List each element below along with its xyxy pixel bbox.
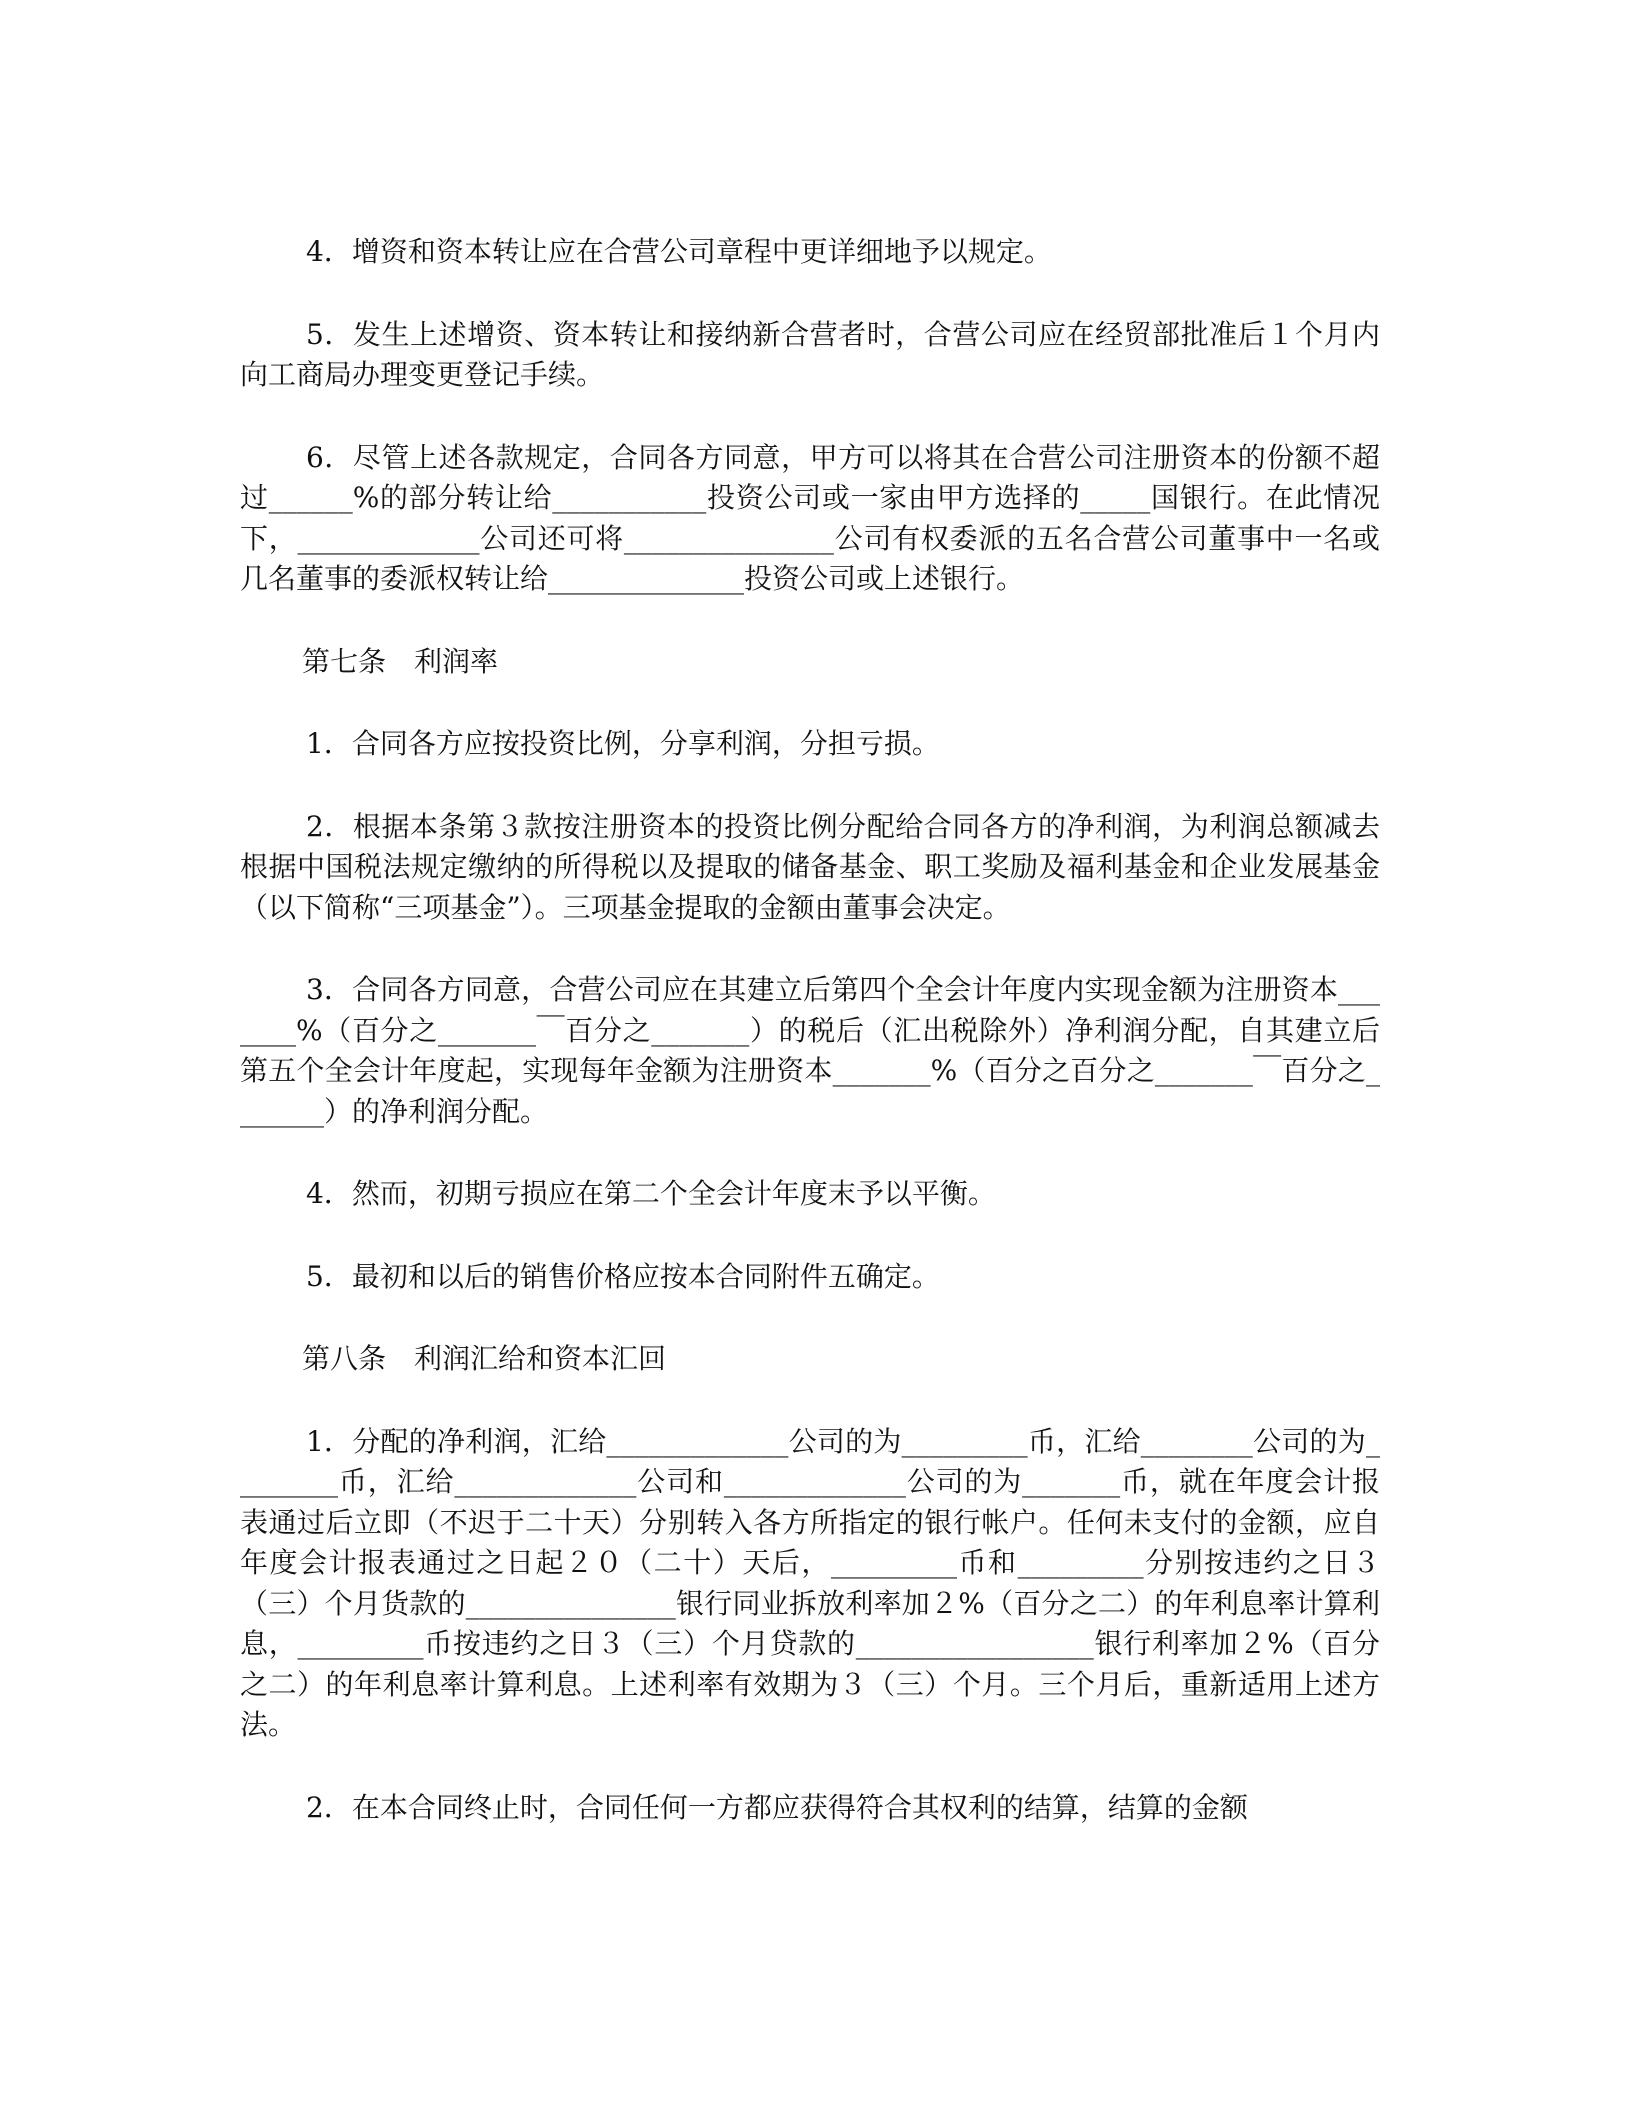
article-7-heading: 第七条 利润率 — [302, 644, 499, 678]
document-page — [240, 232, 1380, 1870]
clause-6-item-4: 4．增资和资本转让应在合营公司章程中更详细地予以规定。 — [306, 235, 1052, 268]
article-8-heading: 第八条 利润汇给和资本汇回 — [302, 1342, 667, 1375]
article-7-item-4: 4．然而，初期亏损应在第二个全会计年度末予以平衡。 — [306, 1177, 996, 1210]
article-7-item-3: 3．合同各方同意，合营公司应在其建立后第四个全会计年度内实现金额为注册资本_______%（百分之_______￣百分之_______）的税后（汇出税除外）净利润分配，自其建立后第五个全会计年度起，实现每年金额为注册资本_______%（百分之百分之_______￣百分之_______）的净利润分配。 — [240, 973, 1380, 1128]
clause-6-item-6: 6．尽管上述各款规定，合同各方同意，甲方可以将其在合营公司注册资本的份额不超过______%的部分转让给___________投资公司或一家由甲方选择的_____国银行。在此情况下，_____________公司还可将_______________公司有权委派的五名合营公司董事中一名或几名董事的委派权转让给______________投资公司或上述银行。 — [240, 440, 1380, 595]
clause-6-item-5: 5．发生上述增资、资本转让和接纳新合营者时，合营公司应在经贸部批准后１个月内向工商局办理变更登记手续。 — [240, 317, 1380, 391]
article-7-item-5: 5．最初和以后的销售价格应按本合同附件五确定。 — [306, 1259, 940, 1293]
article-7-item-1: 1．合同各方应按投资比例，分享利润，分担亏损。 — [306, 727, 940, 760]
article-8-item-2: 2．在本合同终止时，合同任何一方都应获得符合其权利的结算，结算的金额 — [306, 1790, 1248, 1824]
article-7-item-2: 2．根据本条第３款按注册资本的投资比例分配给合同各方的净利润，为利润总额减去根据中国税法规定缴纳的所得税以及提取的储备基金、职工奖励及福利基金和企业发展基金（以下简称“三项基金”）。三项基金提取的金额由董事会决定。 — [240, 809, 1380, 924]
article-8-item-1: 1．分配的净利润，汇给_____________公司的为_________币，汇给________公司的为________币，汇给_____________公司和_____________公司的为_______币，就在年度会计报表通过后立即（不迟于二十天）分别转入各方所指定的银行帐户。任何未支付的金额，应自年度会计报表通过之日起２０（二十）天后，_________币和_________分别按违约之日３（三）个月货款的_______________银行同业拆放利率加２%（百分之二）的年利息率计算利息，_________币按违约之日３（三）个月贷款的_________________银行利率加２%（百分之二）的年利息率计算利息。上述利率有效期为３（三）个月。三个月后，重新适用上述方法。 — [240, 1424, 1380, 1741]
